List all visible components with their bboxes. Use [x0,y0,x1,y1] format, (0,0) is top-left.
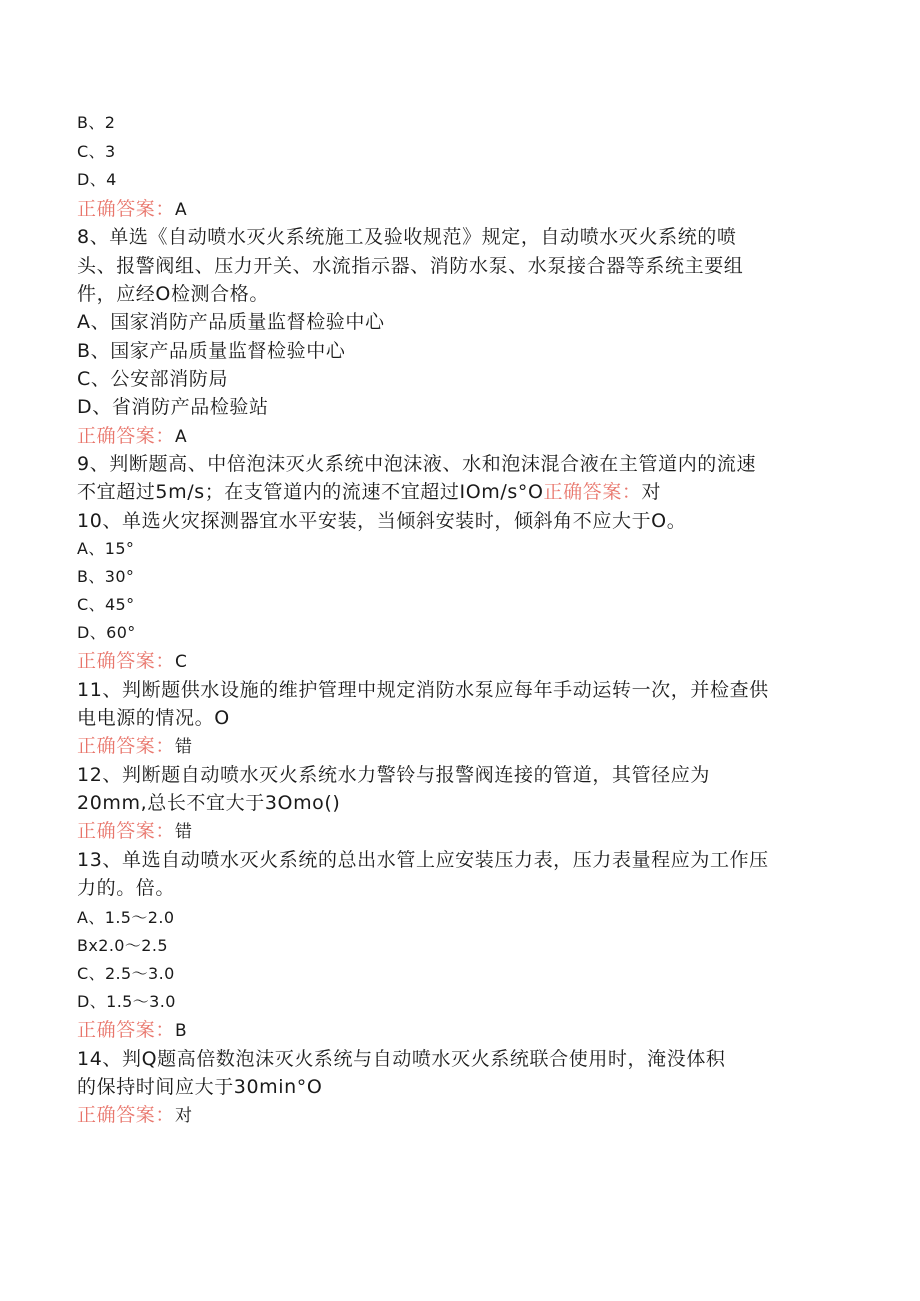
q14-answer [77,1101,857,1130]
q8-option-a: A、国家消防产品质量监督检验中心 [77,311,385,333]
answer-value: C [175,652,188,672]
answer-value: B [175,1021,188,1041]
answer-value: 错 [175,822,193,842]
q13-option-b: Bx2.0〜2.5 [77,936,168,955]
answer-label: 正确答案： [77,198,176,220]
q13-option-c: C、2.5〜3.0 [77,964,175,983]
q10-option-a: A、15° [77,539,135,558]
q11-answer [77,732,857,761]
q8-line-1: 8、单选《自动喷水灭火系统施工及验收规范》规定，自动喷水灭火系统的喷 [77,226,737,248]
q12-answer [77,817,857,846]
q10-option-d: D、60° [77,623,136,642]
q7-option-d: D、4 [77,170,117,189]
answer-label: 正确答案： [77,1104,176,1126]
q13-answer [77,1016,857,1045]
answer-label: 正确答案： [77,820,176,842]
q12-line-2: 20mm,总长不宜大于3Omo() [77,792,341,814]
q13-option-a: A、1.5〜2.0 [77,908,175,927]
answer-value: A [175,427,188,447]
answer-value: 对 [175,1106,193,1126]
answer-label: 正确答案： [77,735,176,757]
q7-option-b: B、2 [77,113,116,132]
answer-label: 正确答案： [77,650,176,672]
answer-value: 错 [175,737,193,757]
q9-line-2 [77,478,857,506]
q9-line-2-text: 不宜超过5m/s；在支管道内的流速不宜超过IOm∕s°O [77,481,544,503]
q13-line-1: 13、单选自动喷水灭火系统的总出水管上应安装压力表，压力表量程应为工作压 [77,849,769,871]
q8-answer [77,422,857,451]
answer-value: A [175,200,188,220]
q8-line-3: 件，应经O检测合格。 [77,283,269,305]
q7-option-c: C、3 [77,142,116,161]
answer-label: 正确答案： [77,1019,176,1041]
q9-line-1: 9、判断题高、中倍泡沫灭火系统中泡沫液、水和泡沫混合液在主管道内的流速 [77,453,757,475]
q8-option-b: B、国家产品质量监督检验中心 [77,340,346,362]
q14-line-2: 的保持时间应大于30min°O [77,1076,323,1098]
q10-answer [77,647,857,676]
q10-option-b: B、30° [77,567,135,586]
q8-option-c: C、公安部消防局 [77,368,229,390]
q14-line-1: 14、判Q题高倍数泡沫灭火系统与自动喷水灭火系统联合使用时，淹没体积 [77,1048,726,1070]
q13-line-2: 力的。倍。 [77,877,176,899]
q13-option-d: D、1.5〜3.0 [77,992,176,1011]
q11-line-1: 11、判断题供水设施的维护管理中规定消防水泵应每年手动运转一次，并检查供 [77,679,769,701]
q10-line: 10、单选火灾探测器宜水平安装，当倾斜安装时，倾斜角不应大于O。 [77,510,687,532]
q8-line-2: 头、报警阀组、压力开关、水流指示器、消防水泵、水泵接合器等系统主要组 [77,255,744,277]
q8-option-d: D、省消防产品检验站 [77,396,269,418]
answer-label: 正确答案： [77,425,176,447]
q9-answer-value: 对 [641,481,662,503]
q9-inline-answer-label: 正确答案： [543,481,642,503]
q7-answer [77,195,857,224]
q10-option-c: C、45° [77,595,135,614]
q12-line-1: 12、判断题自动喷水灭火系统水力警铃与报警阀连接的管道，其管径应为 [77,764,710,786]
q11-line-2: 电电源的情况。O [77,707,230,729]
